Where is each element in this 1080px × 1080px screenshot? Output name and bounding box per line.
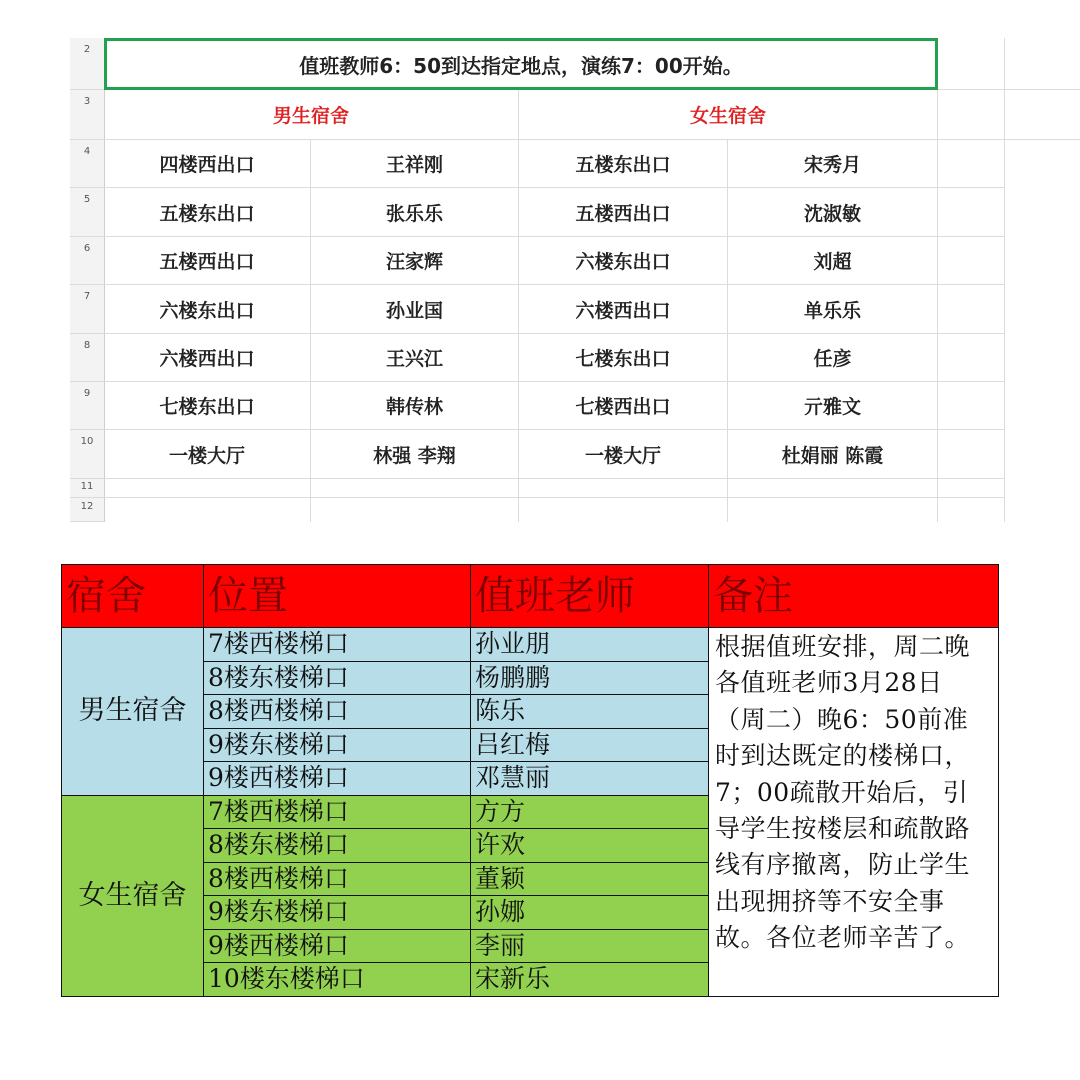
male-exit-cell[interactable]: 五楼西出口 <box>104 237 311 285</box>
female-teacher-cell[interactable]: 单乐乐 <box>728 285 938 334</box>
female-teacher-cell[interactable]: 沈淑敏 <box>728 188 938 237</box>
location-cell: 8楼西楼梯口 <box>204 695 471 729</box>
male-exit-cell[interactable]: 六楼东出口 <box>104 285 311 334</box>
sheet-cell[interactable] <box>938 334 1005 382</box>
sheet-cell[interactable] <box>938 90 1005 140</box>
female-teacher-cell[interactable]: 任彦 <box>728 334 938 382</box>
male-exit-cell[interactable]: 六楼西出口 <box>104 334 311 382</box>
location-cell: 9楼东楼梯口 <box>204 728 471 762</box>
location-cell: 9楼东楼梯口 <box>204 896 471 930</box>
male-exit-cell[interactable]: 七楼东出口 <box>104 382 311 430</box>
teacher-cell: 方方 <box>471 795 709 829</box>
teacher-cell: 杨鹏鹏 <box>471 661 709 695</box>
location-cell: 9楼西楼梯口 <box>204 929 471 963</box>
female-teacher-cell[interactable]: 刘超 <box>728 237 938 285</box>
male-teacher-cell[interactable]: 王兴江 <box>311 334 519 382</box>
sheet-cell[interactable] <box>1005 38 1080 90</box>
sheet-cell[interactable] <box>938 498 1005 522</box>
male-teacher-cell[interactable]: 韩传林 <box>311 382 519 430</box>
sheet-cell[interactable] <box>104 479 311 498</box>
location-cell: 7楼西楼梯口 <box>204 628 471 662</box>
table-row <box>62 628 999 662</box>
row-number[interactable]: 10 <box>70 430 104 479</box>
row-number[interactable]: 6 <box>70 237 104 285</box>
sheet-cell[interactable] <box>938 382 1005 430</box>
male-teacher-cell[interactable]: 林强 李翔 <box>311 430 519 479</box>
header-location: 位置 <box>204 565 471 628</box>
male-teacher-cell[interactable]: 孙业国 <box>311 285 519 334</box>
male-teacher-cell[interactable]: 张乐乐 <box>311 188 519 237</box>
location-cell: 8楼东楼梯口 <box>204 829 471 863</box>
location-cell: 7楼西楼梯口 <box>204 795 471 829</box>
spreadsheet <box>70 38 1080 522</box>
sheet-cell[interactable] <box>728 498 938 522</box>
row-number[interactable]: 8 <box>70 334 104 382</box>
location-cell: 8楼东楼梯口 <box>204 661 471 695</box>
header-notes: 备注 <box>709 565 999 628</box>
sheet-cell[interactable] <box>311 479 519 498</box>
header-dorm: 宿舍 <box>62 565 204 628</box>
female-exit-cell[interactable]: 五楼西出口 <box>519 188 728 237</box>
sheet-cell[interactable] <box>1005 90 1080 140</box>
duty-header-row <box>62 565 999 628</box>
sheet-cell[interactable] <box>938 38 1005 90</box>
male-teacher-cell[interactable]: 汪家辉 <box>311 237 519 285</box>
row-number[interactable]: 3 <box>70 90 104 140</box>
sheet-cell[interactable] <box>938 430 1005 479</box>
row-number[interactable]: 4 <box>70 140 104 188</box>
sheet-cell[interactable] <box>104 498 311 522</box>
teacher-cell: 李丽 <box>471 929 709 963</box>
notes-cell: 根据值班安排，周二晚各值班老师3月28日（周二）晚6：50前准时到达既定的楼梯口，7；00疏散开始后，引导学生按楼层和疏散路线有序撤离，防止学生出现拥挤等不安全事故。各位老师辛苦了。 <box>709 628 999 997</box>
row-header-column <box>70 38 105 522</box>
female-exit-cell[interactable]: 六楼东出口 <box>519 237 728 285</box>
sheet-cell[interactable] <box>728 479 938 498</box>
row-number[interactable]: 9 <box>70 382 104 430</box>
teacher-cell: 宋新乐 <box>471 963 709 997</box>
sheet-cell[interactable] <box>938 479 1005 498</box>
teacher-cell: 邓慧丽 <box>471 762 709 796</box>
duty-table <box>61 564 999 997</box>
sheet-title-cell[interactable]: 值班教师6：50到达指定地点，演练7：00开始。 <box>104 38 938 90</box>
male-exit-cell[interactable]: 一楼大厅 <box>104 430 311 479</box>
teacher-cell: 董颖 <box>471 862 709 896</box>
male-dorm-label: 男生宿舍 <box>62 628 204 796</box>
sheet-cell[interactable] <box>519 498 728 522</box>
female-dorm-label: 女生宿舍 <box>62 795 204 996</box>
sheet-cell[interactable] <box>519 479 728 498</box>
sheet-cell[interactable] <box>938 188 1005 237</box>
sheet-cell[interactable] <box>938 285 1005 334</box>
female-exit-cell[interactable]: 一楼大厅 <box>519 430 728 479</box>
header-teacher: 值班老师 <box>471 565 709 628</box>
location-cell: 9楼西楼梯口 <box>204 762 471 796</box>
sheet-cell[interactable] <box>938 140 1005 188</box>
row-number[interactable]: 12 <box>70 498 104 522</box>
male-teacher-cell[interactable]: 王祥刚 <box>311 140 519 188</box>
female-exit-cell[interactable]: 六楼西出口 <box>519 285 728 334</box>
location-cell: 8楼西楼梯口 <box>204 862 471 896</box>
female-dorm-header[interactable]: 女生宿舍 <box>519 90 938 140</box>
female-exit-cell[interactable]: 七楼西出口 <box>519 382 728 430</box>
row-number[interactable]: 11 <box>70 479 104 498</box>
teacher-cell: 吕红梅 <box>471 728 709 762</box>
male-dorm-header[interactable]: 男生宿舍 <box>104 90 519 140</box>
sheet-cell[interactable] <box>311 498 519 522</box>
male-exit-cell[interactable]: 五楼东出口 <box>104 188 311 237</box>
female-exit-cell[interactable]: 七楼东出口 <box>519 334 728 382</box>
sheet-cell[interactable] <box>938 237 1005 285</box>
male-exit-cell[interactable]: 四楼西出口 <box>104 140 311 188</box>
teacher-cell: 许欢 <box>471 829 709 863</box>
row-number[interactable]: 7 <box>70 285 104 334</box>
teacher-cell: 孙娜 <box>471 896 709 930</box>
female-teacher-cell[interactable]: 宋秀月 <box>728 140 938 188</box>
location-cell: 10楼东楼梯口 <box>204 963 471 997</box>
row-number[interactable]: 5 <box>70 188 104 237</box>
teacher-cell: 陈乐 <box>471 695 709 729</box>
female-teacher-cell[interactable]: 杜娟丽 陈霞 <box>728 430 938 479</box>
row-number[interactable]: 2 <box>70 38 104 90</box>
teacher-cell: 孙业朋 <box>471 628 709 662</box>
female-teacher-cell[interactable]: 亓雅文 <box>728 382 938 430</box>
female-exit-cell[interactable]: 五楼东出口 <box>519 140 728 188</box>
